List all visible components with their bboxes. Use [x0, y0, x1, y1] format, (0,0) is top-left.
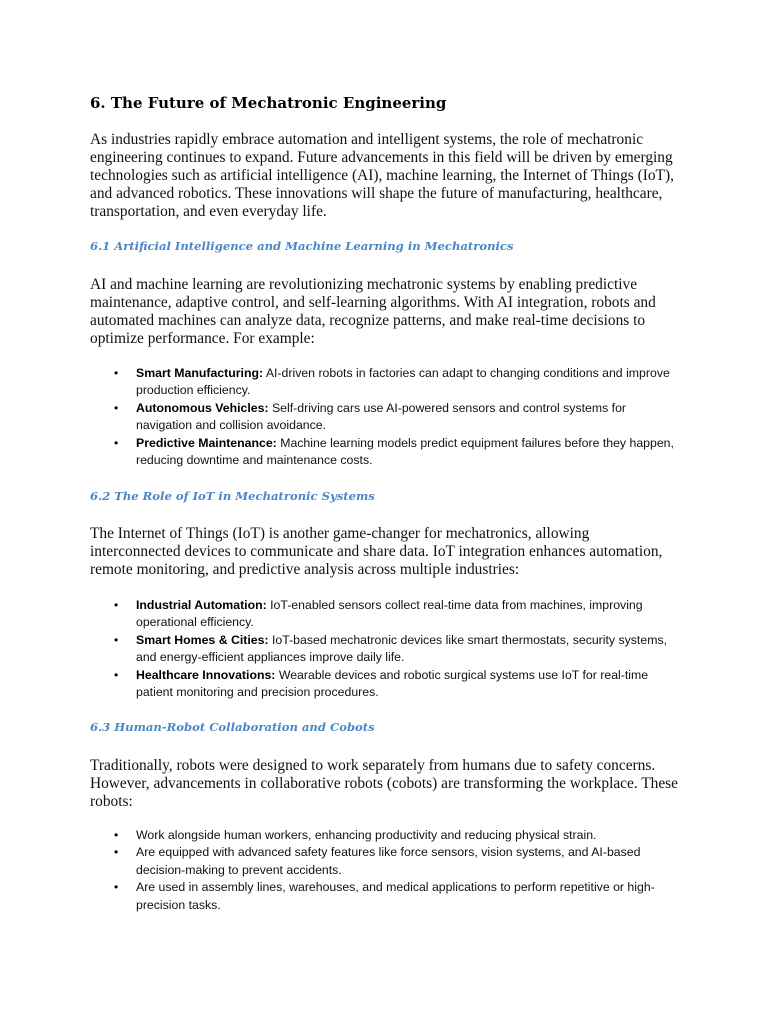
bullet-icon: •	[114, 845, 119, 860]
section-heading: 6. The Future of Mechatronic Engineering	[90, 94, 447, 112]
bullet-icon: •	[114, 667, 119, 682]
list-item-term: Predictive Maintenance:	[136, 435, 277, 450]
list-item-text: Machine learning models predict equipment failures before they happen, reducing downtime and maintenance costs.	[136, 435, 674, 468]
list-item-term: Smart Homes & Cities:	[136, 632, 269, 647]
list-item-text: AI-driven robots in factories can adapt to changing conditions and improve production efficiency.	[136, 366, 670, 398]
list-item	[114, 844, 684, 879]
bullet-icon: •	[114, 400, 119, 415]
list-item-text: Wearable devices and robotic surgical systems use IoT for real-time patient monitoring and precision procedures.	[136, 667, 649, 700]
list-item-text: Are used in assembly lines, warehouses, and medical applications to perform repetitive or high-precision tasks.	[136, 880, 655, 912]
cobots-features-list	[114, 827, 684, 914]
bullet-icon: •	[114, 632, 119, 647]
list-item-text: Work alongside human workers, enhancing productivity and reducing physical strain.	[136, 828, 597, 842]
bullet-icon: •	[114, 598, 119, 612]
intro-paragraph: As industries rapidly embrace automation and intelligent systems, the role of mechatronic engineering continues to expand. Future advancements in this field will be driven by emerging technologies such as artificial intelligence (AI), machine learning, the Internet of Things (IoT), and advanced robotics. These innovations will shape the future of manufacturing, healthcare, transportation, and even everyday life.	[90, 131, 674, 220]
list-item	[114, 435, 684, 470]
list-item	[114, 632, 684, 667]
bullet-icon: •	[114, 435, 119, 450]
list-item-text: Self-driving cars use AI-powered sensors and control systems for navigation and collision avoidance.	[136, 400, 627, 433]
bullet-icon: •	[114, 828, 119, 842]
list-item-term: Autonomous Vehicles:	[136, 400, 269, 415]
ai-examples-list	[114, 365, 684, 469]
list-item-text: Are equipped with advanced safety features like force sensors, vision systems, and AI-based decision-making to prevent accidents.	[136, 845, 641, 877]
list-item-term: Industrial Automation:	[136, 598, 267, 612]
subsection-title-ai: 6.1 Artificial Intelligence and Machine Learning in Mechatronics	[90, 239, 514, 253]
bullet-icon: •	[114, 880, 119, 895]
bullet-icon: •	[114, 366, 119, 380]
list-item	[114, 667, 684, 702]
list-item-term: Smart Manufacturing:	[136, 366, 264, 380]
list-item-text: IoT-enabled sensors collect real-time data from machines, improving operational efficiency.	[136, 598, 643, 630]
list-item	[114, 597, 684, 632]
list-item-term: Healthcare Innovations:	[136, 667, 276, 682]
list-item	[114, 879, 684, 914]
cobots-paragraph: Traditionally, robots were designed to work separately from humans due to safety concerns. However, advancements in collaborative robots (cobots) are transforming the workplace. These robots:	[90, 757, 679, 810]
list-item	[114, 365, 684, 400]
subsection-title-iot: 6.2 The Role of IoT in Mechatronic Systems	[90, 489, 375, 503]
ai-paragraph: AI and machine learning are revolutionizing mechatronic systems by enabling predictive maintenance, adaptive control, and self-learning algorithms. With AI integration, robots and automated machines can analyze data, recognize patterns, and make real-time decisions to optimize performance. For example:	[90, 276, 656, 347]
list-item-text: IoT-based mechatronic devices like smart thermostats, security systems, and energy-efficient appliances improve daily life.	[136, 632, 667, 665]
list-item	[114, 827, 684, 844]
iot-examples-list	[114, 597, 684, 701]
iot-paragraph: The Internet of Things (IoT) is another game-changer for mechatronics, allowing interconnected devices to communicate and share data. IoT integration enhances automation, remote monitoring, and predictive analysis across multiple industries:	[90, 525, 663, 578]
subsection-title-cobots: 6.3 Human-Robot Collaboration and Cobots	[90, 720, 375, 734]
list-item	[114, 400, 684, 435]
